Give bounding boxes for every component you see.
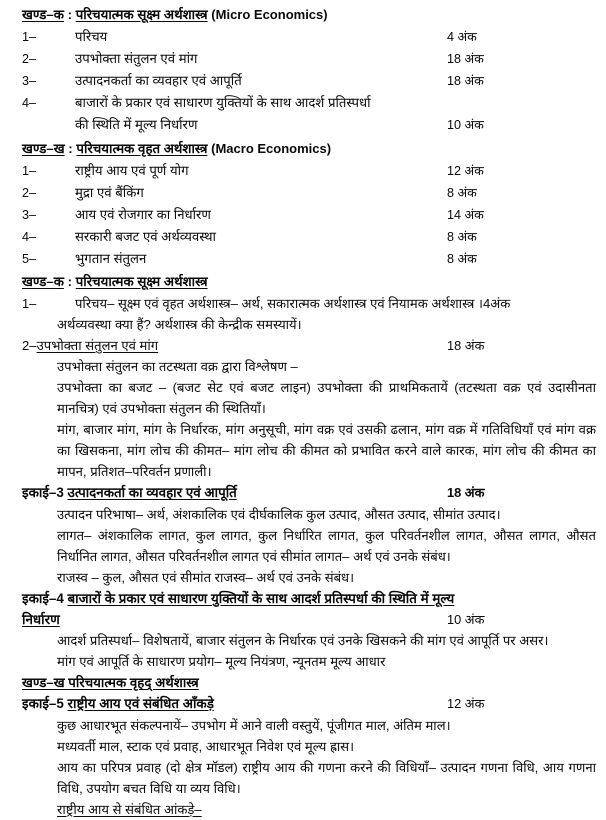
unit5-paragraph: कुछ आधारभूत संकल्पनायें– उपभोग में आने वाली वस्तुयें, पूंजीगत माल, अंतिम माल।: [57, 718, 451, 733]
topic-number: 2–: [22, 52, 37, 66]
unit5-label: इकाई–5: [22, 696, 68, 711]
unit2-heading: [0, 335, 606, 356]
unit3-paragraph: उत्पादन परिभाषा– अर्थ, अंशकालिक एवं दीर्घकालिक कुल उत्पाद, औसत उत्पाद, सीमांत उत्पाद।: [57, 507, 501, 522]
unit4-title: बाजारों के प्रकार एवं साधारण युक्तियों के साथ आदर्श प्रतिस्पर्धा की स्थिति में मूल्य: [67, 591, 455, 606]
unit1-line-1: परिचय– सूक्ष्म एवं वृहत अर्थशास्त्र– अर्थ, सकारात्मक अर्थशास्त्र एवं नियामक अर्थशास्त्र ।4अंक: [75, 296, 511, 311]
unit3-title: उत्पादनकर्ता का व्यवहार एवं आपूर्ति: [67, 485, 237, 500]
topic-row: [0, 160, 606, 182]
topic-marks: 8 अंक: [447, 252, 477, 266]
topic-title: उपभोक्ता संतुलन एवं मांग: [75, 51, 198, 66]
topic-marks: 8 अंक: [447, 186, 477, 200]
topic-number: 1–: [22, 30, 37, 44]
unit4-title-continued: निर्धारण: [22, 612, 60, 627]
topic-number: 5–: [22, 252, 37, 266]
topic-row: [0, 70, 606, 92]
unit3-label: इकाई–3: [22, 485, 68, 500]
topic-title: भुगतान संतुलन: [75, 251, 147, 266]
topic-marks: 18 अंक: [447, 74, 484, 88]
unit4-label: इकाई–4: [22, 591, 68, 606]
unit2-marks: 18 अंक: [447, 338, 485, 353]
unit1-line-2: अर्थव्यवस्था क्या हैं? अर्थशास्त्र की केन्द्रीक समस्यायें।: [57, 317, 302, 332]
section-heading-micro-colon: :: [63, 7, 76, 22]
topic-row: [0, 48, 606, 70]
topic-number: 3–: [22, 74, 37, 88]
topic-title: आय एवं रोजगार का निर्धारण: [75, 207, 211, 222]
topic-row: [0, 182, 606, 204]
unit2-number: 2–: [22, 338, 37, 353]
detail-section-micro-colon: :: [63, 274, 76, 289]
topic-title: मुद्रा एवं बैंकिंग: [75, 185, 144, 200]
unit5-title: राष्ट्रीय आय एवं संबंधित ऑंकड़े: [67, 696, 214, 711]
section-heading-micro: [0, 4, 606, 26]
section-heading-micro-title: परिचयात्मक सूक्ष्म अर्थशास्त्र: [75, 7, 208, 22]
topic-number: 3–: [22, 208, 37, 222]
topic-title-continued: की स्थिति में मूल्य निर्धारण: [75, 117, 198, 132]
section-heading-macro-title: परिचयात्मक वृहत अर्थशास्त्र: [76, 141, 208, 156]
unit2-paragraph: मांग, बाजार मांग, मांग के निर्धारक, मांग अनुसूची, मांग वक्र एवं उसकी ढलान, मांग वक्र में गतिविधियाँ एवं मांग वक्र का खिसकना, मांग लोच की कीमत– मांग लोच की कीमत को प्रभावित करने वाले कारक, मांग लोच की कीमत का मापन, प्रतिशत–परिवर्तन प्रणाली।: [57, 422, 596, 479]
detail-section-macro-prefix: खण्ड–ख: [22, 675, 69, 690]
topic-row: [0, 26, 606, 48]
topic-marks: 14 अंक: [447, 208, 484, 222]
topic-marks: 4 अंक: [447, 30, 477, 44]
unit4-paragraph: आदर्श प्रतिस्पर्धा– विशेषतायें, बाजार संतुलन के निर्धारक एवं उनके खिसकने की मांग एवं आपूर्ति पर असर।: [57, 633, 549, 648]
detail-section-micro-title: परिचयात्मक सूक्ष्म अर्थशास्त्र: [75, 274, 208, 289]
section-heading-micro-prefix: खण्ड–क: [22, 7, 64, 22]
unit5-paragraph: मध्यवर्ती माल, स्टाक एवं प्रवाह, आधारभूत निवेश एवं मूल्य ह्रास।: [57, 739, 355, 754]
topic-row: [0, 226, 606, 248]
topic-title: राष्ट्रीय आय एवं पूर्ण योग: [75, 163, 189, 178]
unit5-last-line-text: राष्ट्रीय आय से संबंधित आंकड़े–: [57, 802, 202, 817]
topic-row: [0, 248, 606, 270]
topic-title: परिचय: [75, 29, 108, 44]
detail-section-macro-title: परिचयात्मक वृहद् अर्थशास्त्र: [68, 675, 199, 690]
topic-marks: 12 अंक: [447, 164, 484, 178]
unit4-heading: [0, 588, 606, 609]
unit1-block: [0, 293, 606, 314]
topic-number: 4–: [22, 230, 37, 244]
unit3-paragraph: लागत– अंशकालिक लागत, कुल लागत, कुल निर्धारित लागत, कुल परिवर्तनशील लागत, औसत लागत, औसत निर्धानित लागत, औसत परिवर्तनशील लागत एवं सीमांत लागत– अर्थ एवं उनके संबंध।: [57, 528, 596, 564]
topic-number: 1–: [22, 164, 37, 178]
topic-row: [0, 204, 606, 226]
unit1-number: 1–: [22, 296, 37, 311]
detail-section-heading-micro: [0, 271, 606, 293]
unit4-marks: 10 अंक: [447, 612, 485, 627]
section-heading-macro-english: (Macro Economics): [211, 141, 332, 156]
section-heading-macro-colon: :: [64, 141, 77, 156]
section-heading-macro: [0, 138, 606, 160]
unit5-heading: [0, 693, 606, 715]
topic-row: [0, 92, 606, 136]
topic-marks: 8 अंक: [447, 230, 477, 244]
unit2-paragraph: उपभोक्ता संतुलन का तटस्थता वक्र द्वारा विश्लेषण –: [57, 359, 298, 374]
detail-section-micro-prefix: खण्ड–क: [22, 274, 64, 289]
topic-marks: 10 अंक: [447, 118, 484, 132]
section-heading-macro-prefix: खण्ड–ख: [22, 141, 65, 156]
topic-title: सरकारी बजट एवं अर्थव्यवस्था: [75, 229, 216, 244]
unit5-marks: 12 अंक: [447, 696, 485, 711]
topic-number: 4–: [22, 96, 37, 110]
unit3-paragraph: राजस्व – कुल, औसत एवं सीमांत राजस्व– अर्थ एवं उनके संबंध।: [57, 570, 355, 585]
section-heading-micro-english: (Micro Economics): [211, 7, 328, 22]
unit3-heading: [0, 482, 606, 504]
topic-title: बाजारों के प्रकार एवं साधारण युक्तियों के साथ आदर्श प्रतिस्पर्धा: [75, 95, 371, 110]
topic-marks: 18 अंक: [447, 52, 484, 66]
unit4-heading-continued: [0, 609, 606, 630]
unit5-last-line: [57, 799, 596, 820]
unit4-paragraph: मांग एवं आपूर्ति के साधारण प्रयोग– मूल्य नियंत्रण, न्यूनतम मूल्य आधार: [57, 654, 386, 669]
topic-title: उत्पादनकर्ता का व्यवहार एवं आपूर्ति: [75, 73, 242, 88]
unit2-title: उपभोक्ता संतुलन एवं मांग: [36, 338, 159, 353]
unit5-paragraph: आय का परिपत्र प्रवाह (दो क्षेत्र मॉडल) राष्ट्रीय आय की गणना करने की विधियाँ– उत्पादन गणना विधि, आय गणना विधि, उपयोग बचत विधि या व्यय विधि।: [57, 760, 596, 796]
detail-section-heading-macro: [0, 672, 606, 693]
unit2-paragraph: उपभोक्ता का बजट – (बजट सेट एवं बजट लाइन) उपभोक्ता की प्राथमिकतायें (तटस्थता वक्र एवं उदासीनता मानचित्र) एवं उपभोक्ता संतुलन की स्थितियाँ।: [57, 380, 596, 416]
topic-number: 2–: [22, 186, 37, 200]
unit3-marks: 18 अंक: [447, 485, 485, 500]
